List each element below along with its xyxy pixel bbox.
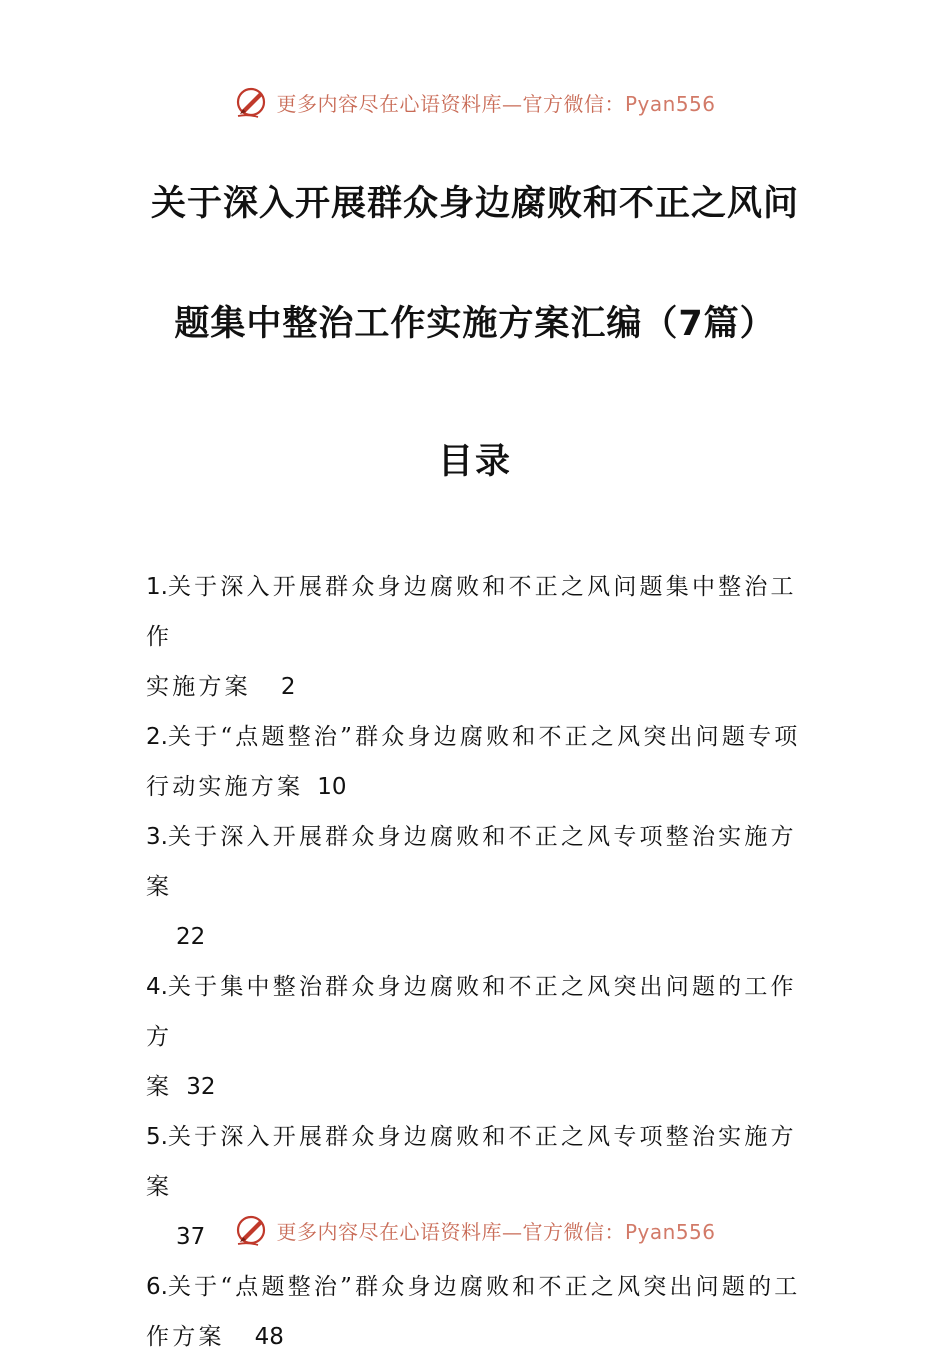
toc-item[interactable]: 6.关于“点题整治”群众身边腐败和不正之风突出问题的工 作方案 48 bbox=[146, 1274, 801, 1350]
toc-item-title-cont: 作方案 bbox=[146, 1324, 225, 1350]
toc-item-title: 关于深入开展群众身边腐败和不正之风问题集中整治工作 bbox=[146, 574, 797, 650]
toc-page-number: 10 bbox=[317, 774, 347, 800]
pen-logo-icon bbox=[234, 84, 270, 120]
toc-page-number: 37 bbox=[176, 1224, 206, 1250]
toc-heading: 目录 bbox=[437, 442, 512, 482]
wechat-id: Pyan556 bbox=[624, 91, 716, 116]
toc-item-title-cont: 案 bbox=[146, 1074, 173, 1100]
toc-item-title-cont: 行动实施方案 bbox=[146, 774, 304, 800]
wechat-id: Pyan556 bbox=[624, 1219, 716, 1244]
toc-page-number: 32 bbox=[186, 1074, 216, 1100]
watermark-text: 更多内容尽在心语资料库—官方微信：Pyan556 bbox=[276, 91, 716, 116]
header-watermark bbox=[0, 80, 950, 124]
watermark-text: 更多内容尽在心语资料库—官方微信：Pyan556 bbox=[276, 1219, 716, 1244]
toc-item[interactable]: 5.关于深入开展群众身边腐败和不正之风专项整治实施方案 37 bbox=[146, 1124, 797, 1250]
toc-item-title: 关于“点题整治”群众身边腐败和不正之风突出问题的工 bbox=[167, 1274, 801, 1300]
toc-item-title-cont: 实施方案 bbox=[146, 674, 251, 700]
toc-item-title: 关于深入开展群众身边腐败和不正之风专项整治实施方案 bbox=[146, 824, 797, 900]
pen-logo-icon bbox=[234, 1212, 270, 1248]
toc-page-number: 22 bbox=[176, 924, 206, 950]
toc-item[interactable]: 2.关于“点题整治”群众身边腐败和不正之风突出问题专项 行动实施方案 10 bbox=[146, 724, 801, 800]
toc-page-number: 48 bbox=[254, 1324, 284, 1350]
toc-item-title: 关于集中整治群众身边腐败和不正之风突出问题的工作方 bbox=[146, 974, 797, 1050]
toc-item[interactable]: 1.关于深入开展群众身边腐败和不正之风问题集中整治工作 实施方案 2 bbox=[146, 574, 797, 700]
document-title-line-2: 题集中整治工作实施方案汇编（7篇） bbox=[174, 304, 776, 344]
toc-page-number: 2 bbox=[280, 674, 296, 700]
document-title-line-1: 关于深入开展群众身边腐败和不正之风问 bbox=[150, 184, 799, 224]
toc-item[interactable]: 3.关于深入开展群众身边腐败和不正之风专项整治实施方案 22 bbox=[146, 824, 797, 950]
footer-watermark bbox=[0, 1208, 950, 1252]
toc-item-title: 关于“点题整治”群众身边腐败和不正之风突出问题专项 bbox=[167, 724, 801, 750]
toc-item-title: 关于深入开展群众身边腐败和不正之风专项整治实施方案 bbox=[146, 1124, 797, 1200]
toc-item[interactable]: 4.关于集中整治群众身边腐败和不正之风突出问题的工作方 案 32 bbox=[146, 974, 797, 1100]
